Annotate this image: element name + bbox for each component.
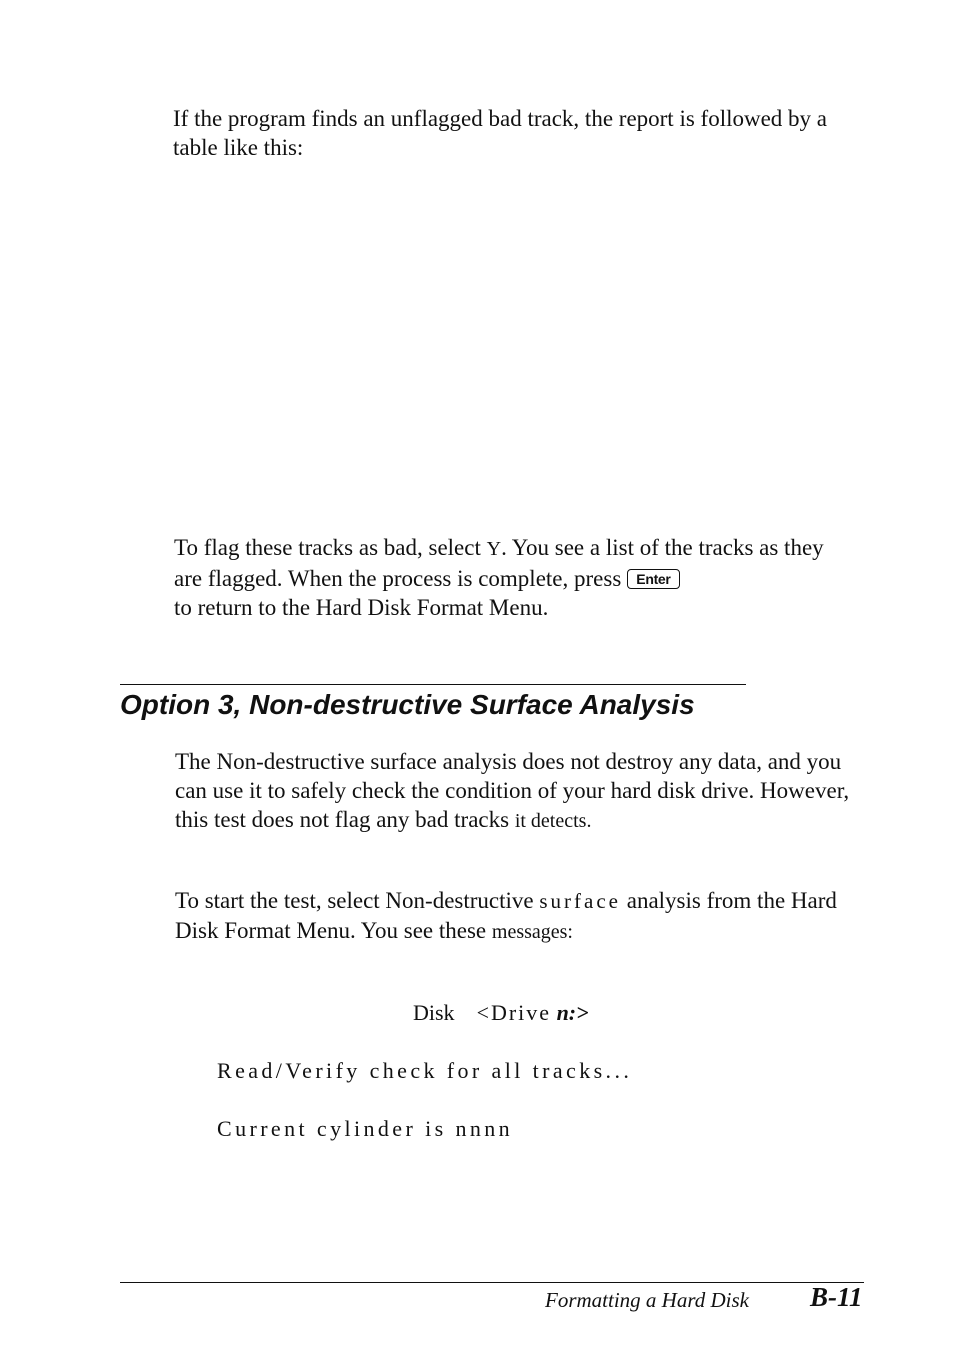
message-disk-word: Disk: [413, 1000, 455, 1025]
start-text-after: analysis from the Hard Disk Format Menu. You see these: [175, 888, 837, 943]
footer-rule: [120, 1282, 864, 1283]
intro-paragraph: [173, 104, 833, 162]
flag-text-start: To flag these tracks as bad, select: [174, 535, 487, 560]
key-y: Y: [486, 538, 502, 560]
message-current-cylinder: Current cylinder is nnnn: [217, 1116, 514, 1141]
page-number: B-11: [810, 1282, 863, 1312]
flag-text-end: to return to the Hard Disk Format Menu.: [174, 595, 549, 620]
flag-text-middle: . You see a list of the tracks as they are flagged. When the process is complete, press: [174, 535, 824, 591]
description-tail: it detects.: [514, 810, 592, 832]
start-tail: messages:: [491, 921, 573, 943]
message-disk-drive: [413, 999, 589, 1027]
message-drive-word: <Drive: [476, 1000, 552, 1025]
start-text-before: To start the test, select Non-destructive: [175, 888, 540, 913]
description-text: The Non-destructive surface analysis does not destroy any data, and you can use it to safely check the condition of your hard disk drive. However, this test does not flag any bad tracks: [175, 749, 850, 832]
start-test-paragraph: [175, 886, 855, 947]
enter-key-icon: Enter: [627, 569, 679, 589]
description-paragraph: [175, 747, 855, 836]
message-drive-variable: n:>: [556, 1000, 589, 1025]
option-word: surface: [539, 889, 621, 913]
section-heading-text: Option 3, Non-destructive Surface Analysis: [120, 689, 695, 720]
section-heading: [120, 684, 746, 723]
flag-instructions-paragraph: [174, 533, 854, 622]
message-read-verify: Read/Verify check for all tracks...: [217, 1058, 633, 1083]
footer-title: Formatting a Hard Disk: [545, 1288, 749, 1312]
intro-text: If the program finds an unflagged bad track, the report is followed by a table like this:: [173, 106, 828, 160]
